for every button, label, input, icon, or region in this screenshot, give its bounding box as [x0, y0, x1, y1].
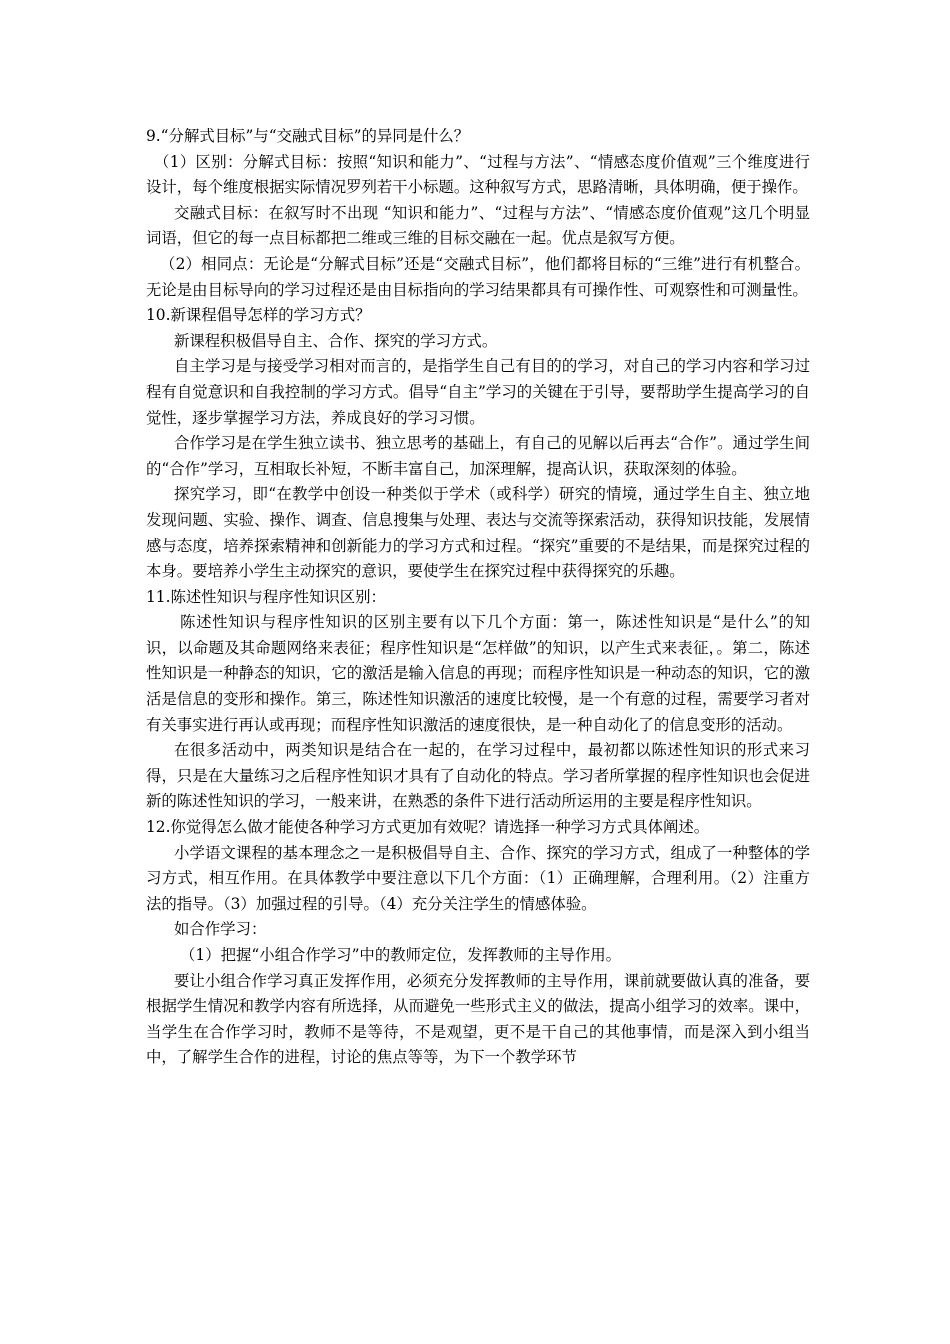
- paragraph: 交融式目标：在叙写时不出现 “知识和能力”、“过程与方法”、“情感态度价值观”这几个明显词语，但它的每一点目标都把二维或三维的目标交融在一起。优点是叙写方便。: [146, 203, 810, 248]
- paragraph: （1）把握“小组合作学习”中的教师定位，发挥教师的主导作用。: [180, 946, 622, 964]
- paragraph: 陈述性知识与程序性知识的区别主要有以下几个方面：第一，陈述性知识是“是什么”的知识，以命题及其命题网络来表征；程序性知识是“怎样做”的知识，以产生式来表征，。第二，陈述性知识是一种静态的知识，它的激活是输入信息的再现；而程序性知识是一种动态的知识，它的激活是信息的变形和操作。第三，陈述性知识激活的速度比较慢，是一个有意的过程，需要学习者对有关事实进行再认或再现；而程序性知识激活的速度很快，是一种自动化了的信息变形的活动。: [146, 613, 810, 734]
- paragraph: 新课程积极倡导自主、合作、探究的学习方式。: [174, 331, 498, 350]
- paragraph: 探究学习，即“在教学中创设一种类似于学术（或科学）研究的情境，通过学生自主、独立地发现问题、实验、操作、调查、信息搜集与处理、表达与交流等探索活动，获得知识技能，发展情感与态度，培养探索精神和创新能力的学习方式和过程。“探究”重要的不是结果，而是探究过程的本身。要培养小学生主动探究的意识，要使学生在探究过程中获得探究的乐趣。: [146, 485, 810, 581]
- question-heading: 11.陈述性知识与程序性知识区别：: [146, 587, 386, 606]
- paragraph: 如合作学习：: [174, 920, 267, 939]
- question-heading: 12.你觉得怎么做才能使各种学习方式更加有效呢？请选择一种学习方式具体阐述。: [146, 818, 710, 837]
- paragraph: 小学语文课程的基本理念之一是积极倡导自主、合作、探究的学习方式，组成了一种整体的学习方式，相互作用。在具体教学中要注意以下几个方面：（1）正确理解，合理利用。（2）注重方法的指导。（3）加强过程的引导。（4）充分关注学生的情感体验。: [146, 843, 810, 913]
- paragraph: 自主学习是与接受学习相对而言的，是指学生自己有目的的学习，对自己的学习内容和学习过程有自觉意识和自我控制的学习方式。倡导“自主”学习的关键在于引导，要帮助学生提高学习的自觉性，逐步掌握学习方法，养成良好的学习习惯。: [146, 357, 810, 427]
- paragraph: 在很多活动中，两类知识是结合在一起的，在学习过程中，最初都以陈述性知识的形式来习得，只是在大量练习之后程序性知识才具有了自动化的特点。学习者所掌握的程序性知识也会促进新的陈述性知识的学习，一般来讲，在熟悉的条件下进行活动所运用的主要是程序性知识。: [146, 741, 810, 811]
- document-page: [146, 124, 810, 1071]
- paragraph: （1）区别：分解式目标：按照“知识和能力”、“过程与方法”、“情感态度价值观”三个维度进行设计，每个维度根据实际情况罗列若干小标题。这种叙写方式，思路清晰，具体明确，便于操作。: [146, 152, 810, 197]
- paragraph: 要让小组合作学习真正发挥作用，必须充分发挥教师的主导作用，课前就要做认真的准备，要根据学生情况和教学内容有所选择，从而避免一些形式主义的做法，提高小组学习的效率。课中，当学生在合作学习时，教师不是等待，不是观望，更不是干自己的其他事情，而是深入到小组当中，了解学生合作的进程，讨论的焦点等等，为下一个教学环节: [146, 971, 810, 1067]
- paragraph: 合作学习是在学生独立读书、独立思考的基础上，有自己的见解以后再去“合作”。通过学生间的“合作”学习，互相取长补短，不断丰富自己，加深理解，提高认识，获取深刻的体验。: [146, 434, 810, 478]
- question-heading: 10.新课程倡导怎样的学习方式？: [146, 306, 371, 325]
- paragraph: （2）相同点：无论是“分解式目标”还是“交融式目标”，他们都将目标的“三维”进行有机整合。无论是由目标导向的学习过程还是由目标指向的学习结果都具有可操作性、可观察性和可测量性。: [146, 254, 810, 299]
- question-heading: 9.“分解式目标”与“交融式目标”的异同是什么？: [146, 127, 470, 145]
